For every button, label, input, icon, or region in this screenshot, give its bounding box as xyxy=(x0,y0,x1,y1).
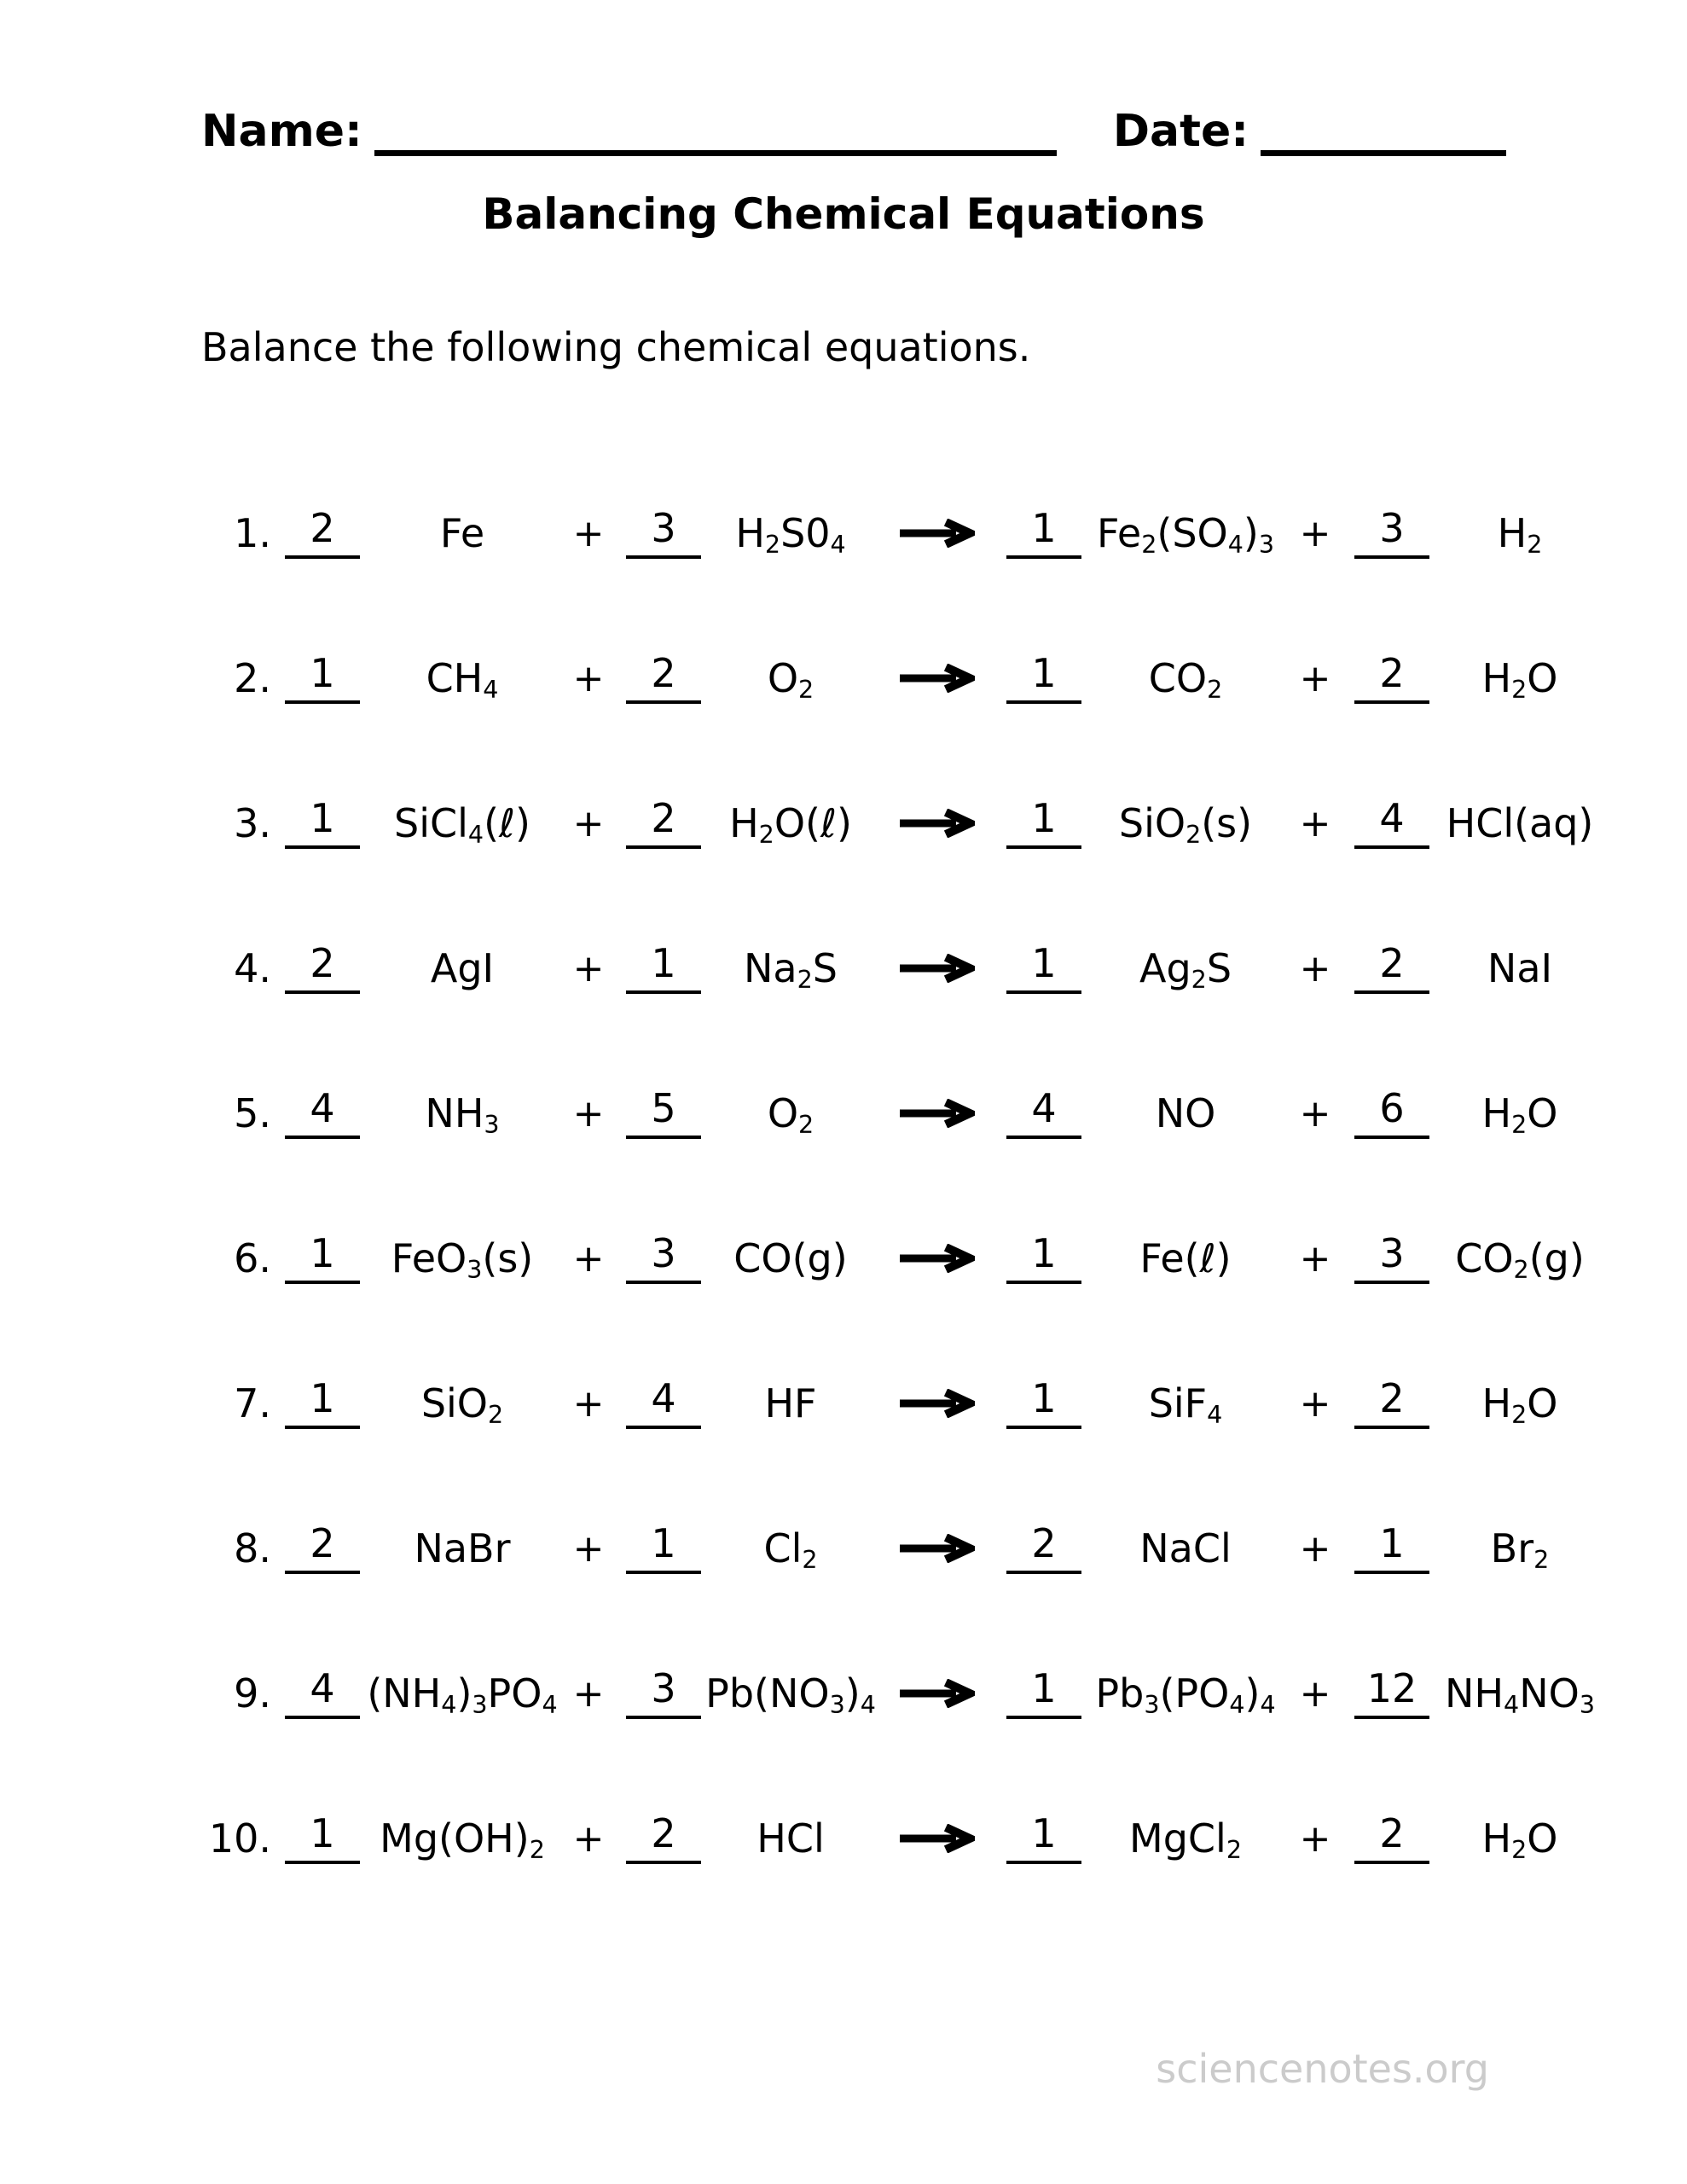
equation-number: 10. xyxy=(208,1815,271,1862)
coefficient-blank: 3 xyxy=(1354,1233,1429,1284)
coefficient-blank: 6 xyxy=(1354,1088,1429,1139)
coefficient-blank: 2 xyxy=(285,508,360,559)
reactant-formula: FeO$_3$(s) xyxy=(391,1235,534,1284)
coefficient-blank: 2 xyxy=(285,1523,360,1574)
plus-sign: + xyxy=(1299,1671,1331,1716)
plus-sign: + xyxy=(572,1381,605,1426)
equation-number: 1. xyxy=(234,510,271,556)
plus-sign: + xyxy=(572,1526,605,1571)
name-field xyxy=(201,102,1057,156)
plus-sign: + xyxy=(572,801,605,845)
equation-row xyxy=(205,751,1610,896)
product-formula: $Pb_3(PO_4)_4$ xyxy=(1095,1670,1276,1719)
product-formula: NaI xyxy=(1487,945,1553,991)
page-title: Balancing Chemical Equations xyxy=(482,189,1205,239)
coefficient-blank: 1 xyxy=(1006,798,1081,849)
equation-row xyxy=(205,606,1610,751)
product-formula: $H_2$ xyxy=(1497,510,1543,559)
equation-row xyxy=(205,896,1610,1041)
arrow-cell xyxy=(880,1389,993,1418)
product-formula: $Ag_2S$ xyxy=(1139,945,1232,994)
plus-sign: + xyxy=(1299,1816,1331,1861)
coefficient-blank: 1 xyxy=(1006,1668,1081,1719)
product-formula: $CO_2(g)$ xyxy=(1455,1235,1585,1284)
product-formula: SiF$_4$ xyxy=(1148,1380,1223,1429)
coefficient-blank: 1 xyxy=(1006,1233,1081,1284)
product-formula: $H_2O$ xyxy=(1481,655,1558,704)
instruction-text: Balance the following chemical equations. xyxy=(201,324,1031,370)
arrow-cell xyxy=(880,519,993,548)
coefficient-blank: 2 xyxy=(1354,1378,1429,1429)
right-arrow-icon xyxy=(898,954,975,983)
product-formula: $H_2O$ xyxy=(1481,1380,1558,1429)
header xyxy=(201,102,1506,156)
coefficient-blank: 2 xyxy=(1354,1813,1429,1864)
reactant-formula: Fe xyxy=(439,510,485,556)
arrow-cell xyxy=(880,664,993,693)
reactant-formula: $Cl_2$ xyxy=(763,1525,818,1574)
plus-sign: + xyxy=(1299,801,1331,845)
coefficient-blank: 12 xyxy=(1354,1668,1429,1719)
coefficient-blank: 1 xyxy=(285,1378,360,1429)
right-arrow-icon xyxy=(898,1099,975,1128)
coefficient-blank: 1 xyxy=(1006,1378,1081,1429)
plus-sign: + xyxy=(1299,946,1331,990)
right-arrow-icon xyxy=(898,809,975,838)
plus-sign: + xyxy=(572,511,605,555)
coefficient-blank: 1 xyxy=(1006,653,1081,704)
coefficient-blank: 1 xyxy=(285,1233,360,1284)
equation-number: 2. xyxy=(234,655,271,701)
date-blank-line xyxy=(1261,102,1506,156)
reactant-formula: $O_2$ xyxy=(767,655,815,704)
plus-sign: + xyxy=(572,1671,605,1716)
coefficient-blank: 3 xyxy=(626,1233,701,1284)
product-formula: $H_2O$ xyxy=(1481,1815,1558,1864)
right-arrow-icon xyxy=(898,1824,975,1853)
coefficient-blank: 2 xyxy=(1354,653,1429,704)
date-label: Date: xyxy=(1112,105,1249,157)
coefficient-blank: 2 xyxy=(285,943,360,994)
name-blank-line xyxy=(374,102,1057,156)
reactant-formula: HCl xyxy=(757,1815,825,1862)
arrow-cell xyxy=(880,1679,993,1708)
product-formula: NO xyxy=(1155,1090,1216,1136)
coefficient-blank: 1 xyxy=(1354,1523,1429,1574)
reactant-formula: SiO$_2$ xyxy=(420,1380,504,1429)
reactant-formula: $(NH_4)_3PO_4$ xyxy=(367,1670,558,1719)
coefficient-blank: 1 xyxy=(285,798,360,849)
plus-sign: + xyxy=(1299,1526,1331,1571)
plus-sign: + xyxy=(1299,511,1331,555)
right-arrow-icon xyxy=(898,1534,975,1563)
product-formula: HCl(aq) xyxy=(1446,800,1594,846)
coefficient-blank: 4 xyxy=(285,1088,360,1139)
reactant-formula: $H_2O(\ell)$ xyxy=(729,800,852,849)
equation-row xyxy=(205,1621,1610,1766)
reactant-formula: $H_2S0_4$ xyxy=(735,510,846,559)
equation-row xyxy=(205,1186,1610,1331)
coefficient-blank: 2 xyxy=(1006,1523,1081,1574)
coefficient-blank: 1 xyxy=(1006,943,1081,994)
arrow-cell xyxy=(880,1824,993,1853)
reactant-formula: $Mg(OH)_2$ xyxy=(380,1815,545,1864)
coefficient-blank: 4 xyxy=(626,1378,701,1429)
plus-sign: + xyxy=(1299,1091,1331,1136)
reactant-formula: $CH_4$ xyxy=(426,655,499,704)
coefficient-blank: 2 xyxy=(626,798,701,849)
coefficient-blank: 3 xyxy=(626,1668,701,1719)
arrow-cell xyxy=(880,1244,993,1273)
reactant-formula: HF xyxy=(764,1380,817,1426)
arrow-cell xyxy=(880,954,993,983)
coefficient-blank: 4 xyxy=(1354,798,1429,849)
coefficient-blank: 1 xyxy=(1006,508,1081,559)
equation-row xyxy=(205,1331,1610,1476)
reactant-formula: NaBr xyxy=(414,1525,511,1571)
arrow-cell xyxy=(880,809,993,838)
equation-row xyxy=(205,1766,1610,1911)
plus-sign: + xyxy=(572,1091,605,1136)
product-formula: SiO$_2$(s) xyxy=(1118,800,1253,849)
plus-sign: + xyxy=(572,1236,605,1281)
product-formula: MgCl$_2$ xyxy=(1129,1815,1242,1864)
coefficient-blank: 4 xyxy=(1006,1088,1081,1139)
arrow-cell xyxy=(880,1534,993,1563)
reactant-formula: CO(g) xyxy=(733,1235,848,1281)
product-formula: NaCl xyxy=(1139,1525,1232,1571)
coefficient-blank: 2 xyxy=(626,1813,701,1864)
coefficient-blank: 2 xyxy=(626,653,701,704)
footer-watermark: sciencenotes.org xyxy=(1156,2046,1489,2092)
plus-sign: + xyxy=(1299,656,1331,700)
product-formula: $Fe_2(SO_4)_3$ xyxy=(1096,510,1275,559)
equation-number: 9. xyxy=(234,1670,271,1716)
equation-number: 6. xyxy=(234,1235,271,1281)
reactant-formula: SiCl$_4$(ℓ) xyxy=(394,800,530,849)
right-arrow-icon xyxy=(898,519,975,548)
plus-sign: + xyxy=(572,1816,605,1861)
product-formula: Fe(ℓ) xyxy=(1139,1235,1232,1281)
coefficient-blank: 1 xyxy=(285,1813,360,1864)
coefficient-blank: 3 xyxy=(1354,508,1429,559)
plus-sign: + xyxy=(1299,1236,1331,1281)
right-arrow-icon xyxy=(898,1679,975,1708)
equation-number: 3. xyxy=(234,800,271,846)
date-field xyxy=(1113,102,1506,156)
arrow-cell xyxy=(880,1099,993,1128)
coefficient-blank: 5 xyxy=(626,1088,701,1139)
coefficient-blank: 3 xyxy=(626,508,701,559)
name-label: Name: xyxy=(201,105,362,157)
equation-number: 7. xyxy=(234,1380,271,1426)
equation-number: 8. xyxy=(234,1525,271,1571)
equation-row xyxy=(205,461,1610,606)
equation-row xyxy=(205,1476,1610,1621)
product-formula: $Br_2$ xyxy=(1490,1525,1550,1574)
product-formula: $NH_4NO_3$ xyxy=(1445,1670,1595,1719)
reactant-formula: $Na_2S$ xyxy=(744,945,838,994)
reactant-formula: $O_2$ xyxy=(767,1090,815,1139)
equation-number: 4. xyxy=(234,945,271,991)
coefficient-blank: 1 xyxy=(626,1523,701,1574)
reactant-formula: $Pb(NO_3)_4$ xyxy=(705,1670,876,1719)
plus-sign: + xyxy=(1299,1381,1331,1426)
product-formula: $H_2O$ xyxy=(1481,1090,1558,1139)
product-formula: $CO_2$ xyxy=(1148,655,1223,704)
right-arrow-icon xyxy=(898,1244,975,1273)
coefficient-blank: 1 xyxy=(626,943,701,994)
coefficient-blank: 2 xyxy=(1354,943,1429,994)
right-arrow-icon xyxy=(898,664,975,693)
equations-list xyxy=(205,461,1610,1911)
plus-sign: + xyxy=(572,656,605,700)
right-arrow-icon xyxy=(898,1389,975,1418)
coefficient-blank: 4 xyxy=(285,1668,360,1719)
equation-row xyxy=(205,1041,1610,1186)
reactant-formula: AgI xyxy=(430,945,495,991)
equation-number: 5. xyxy=(234,1090,271,1136)
plus-sign: + xyxy=(572,946,605,990)
reactant-formula: $NH_3$ xyxy=(425,1090,500,1139)
coefficient-blank: 1 xyxy=(285,653,360,704)
coefficient-blank: 1 xyxy=(1006,1813,1081,1864)
